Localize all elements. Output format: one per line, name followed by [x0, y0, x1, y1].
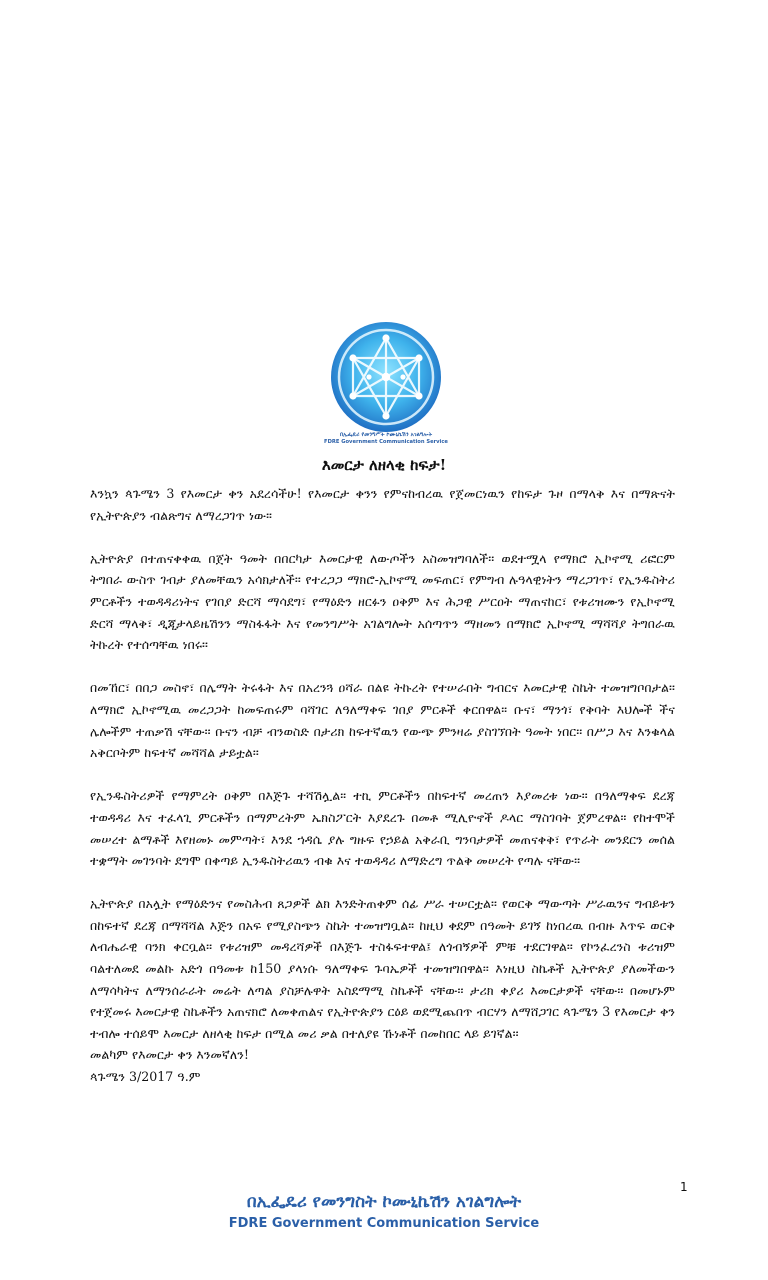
logo-caption-amharic: በኢፌዴሪ የመንግሥት ኮሙኒኬሽን አገልግሎት	[339, 432, 433, 438]
paragraph-5: ኢትዮጵያ በአሏት የማዕድንና የመስሕብ ጸጋዎች ልክ እንድትጠቀም ሰፊ ሥራ ተሠርቷል፡፡ የወርቅ ማውጣት ሥራዉንና ግብይቱን በከፍተኛ ደረጃ በማሻሻል እጅን በአፍ የሚያስጭን ስኬት ተመዝግቧል፡፡ ከዚህ ቀደም በዓመት ይገኝ ከነበረዉ በብዙ እጥፍ ወርቅ ለብሔራዊ ባንክ ቀርቧል፡፡ የቱሪዝም መዳረሻዎች በእጅጉ ተስፋፍተዋል፤ ለጎብኝዎች ምቹ ተደርገዋል፡፡ የኮንፈረንስ ቱሪዝም ባልተለመደ መልኩ አድጎ በዓመቱ ከ150 ያላነሱ ዓለማቀፍ ጉባኤዎች ተመዝግበዋል፡፡ እነዚህ ስኬቶች ኢትዮጵያ ያለመችውን ለማሳካትና ለማንሰራራት መሬት ለጣል ያስቻሉዋት አስደማሚ ስኬቶች ናቸው፡፡ ታሪክ ቀያሪ እመርታዎች ናቸው፡፡ በመሆኑም የተጀመሩ እመርታዊ ስኬቶችን አጠናክሮ ለመቀጠልና የኢትዮጵያን ርዕይ ወደሚጨበጥ ብርሃን ለማሸጋገር ጳጉሜን 3 የእመርታ ቀን ተብሎ ተሰይሞ እመርታ ለዘላቂ ከፍታ በሚል መሪ ቃል በተለያዩ ኹነቶች በመከበር ላይ ይገኛል፡፡	[90, 896, 675, 1041]
paragraph-3: በመኸር፣ በበጋ መስኖ፣ በሌማት ትሩፋት እና በአረንጓ ዐሻራ በልዩ ትኩረት የተሠራበት ግብርና እመርታዊ ስኬት ተመዝግቦበታል፡፡ ለማክሮ ኢኮኖሚዉ መረጋጋት ከመፍጠሩም ባሻገር ለዓለማቀፍ ገበያ ምርቶች ቀርበዋል፡፡ ቡና፣ ማንጎ፣ የቅባት እህሎች ችና ሌሎችም ተጠቃሽ ናቸው፡፡ ቡናን ብቻ ብንወስድ በታሪክ ከፍተኛዉን የውጭ ምንዛሬ ያስገኘበት ዓመት ነበር፡፡ በሥጋ እና እንቁላል አቅርቦትም ከፍተኛ መሻሻል ታይቷል፡፡	[90, 680, 675, 761]
document-body	[90, 483, 675, 1088]
document-date: ጳጉሜን 3/2017 ዓ.ም	[90, 1069, 201, 1085]
closing-greeting: መልካም የእመርታ ቀን እንመኛለን!	[90, 1047, 249, 1063]
footer-english: FDRE Government Communication Service	[228, 1216, 540, 1231]
paragraph-4: የኢንዱስትሪዎች የማምረት ዐቅም በእጅጉ ተሻሽሏል፡፡ ተኪ ምርቶችን በከፍተኛ መረጠን እያመረቱ ነው፡፡ በዓለማቀፍ ደረጃ ተወዳዳሪ እና ተፈላጊ ምርቶችን በማምረትም ኤክስፖርት እያደረጉ በመቶ ሚሊዮኖች ዶላር ማስገባት ጀምረዋል፡፡ የከተሞች መሠረተ ልማቶች እየዘመኑ መምጣት፣ እንደ ኀዳሴ ያሉ ግዙፍ የኃይል አቅራቢ ግንባታዎች መጠናቀቅ፣ የጥራት መንደርን መሰል ተቋማት መገንባት ደግሞ በቀጣይ ኢንዱስትሪዉን ብቁ እና ተወዳዳሪ ለማድረግ ጥልቅ መሠረት የጣሉ ናቸው፡፡	[90, 788, 675, 869]
document-title: እመርታ ለዘላቂ ከፍታ!	[321, 456, 447, 474]
footer-amharic: በኢፌዴሪ የመንግስት ኮሙኒኬሽን አገልግሎት	[246, 1192, 522, 1212]
organization-logo	[312, 320, 460, 444]
paragraph-2: ኢትዮጵያ በተጠናቀቀዉ በጀት ዓመት በበርካታ እመርታዊ ለውጦችን አስመዝግባለች፡፡ ወደተሟላ የማክሮ ኢኮኖሚ ሪፎርም ትግበራ ውስጥ ገብታ ያለመቸዉን አሳክታለች፡፡ የተረጋጋ ማክሮ-ኢኮኖሚ መፍጠር፣ የምግብ ሉዓላዊነትን ማረጋገጥ፣ የኢንዱስትሪ ምርቶችን ተወዳዳሪነትና የገበያ ድርሻ ማሳደግ፣ የማዕድን ዘርፉን ዐቅም እና ሕጋዊ ሥርዐት ማጠናከር፣ የቱሪዝሙን የኢኮኖሚ ድርሻ ማላቅ፣ ዲጂታላይዜሽንን ማስፋፋት እና የመንግሥት አገልግሎት አሰጣጥን ማዘመን በማክሮ ኢኮኖሚ ማሻሻያ ትግበራዉ ትኩረት የተሰጣቸዉ ነበሩ፡፡	[90, 550, 675, 653]
page-number: 1	[680, 1180, 688, 1194]
globe-network-logo-icon	[329, 320, 443, 434]
paragraph-1: እንኳን ጳጉሜን 3 የእመርታ ቀን አደረሳችሁ! የእመርታ ቀንን የምናከብረዉ የጀመርነዉን የከፍታ ጉዞ በማላቅ እና በማጽናት የኢትዮጵያን ብልጽግና ለማረጋገጥ ነው፡፡	[90, 486, 675, 523]
logo-caption-english: FDRE Government Communication Service	[324, 439, 448, 445]
